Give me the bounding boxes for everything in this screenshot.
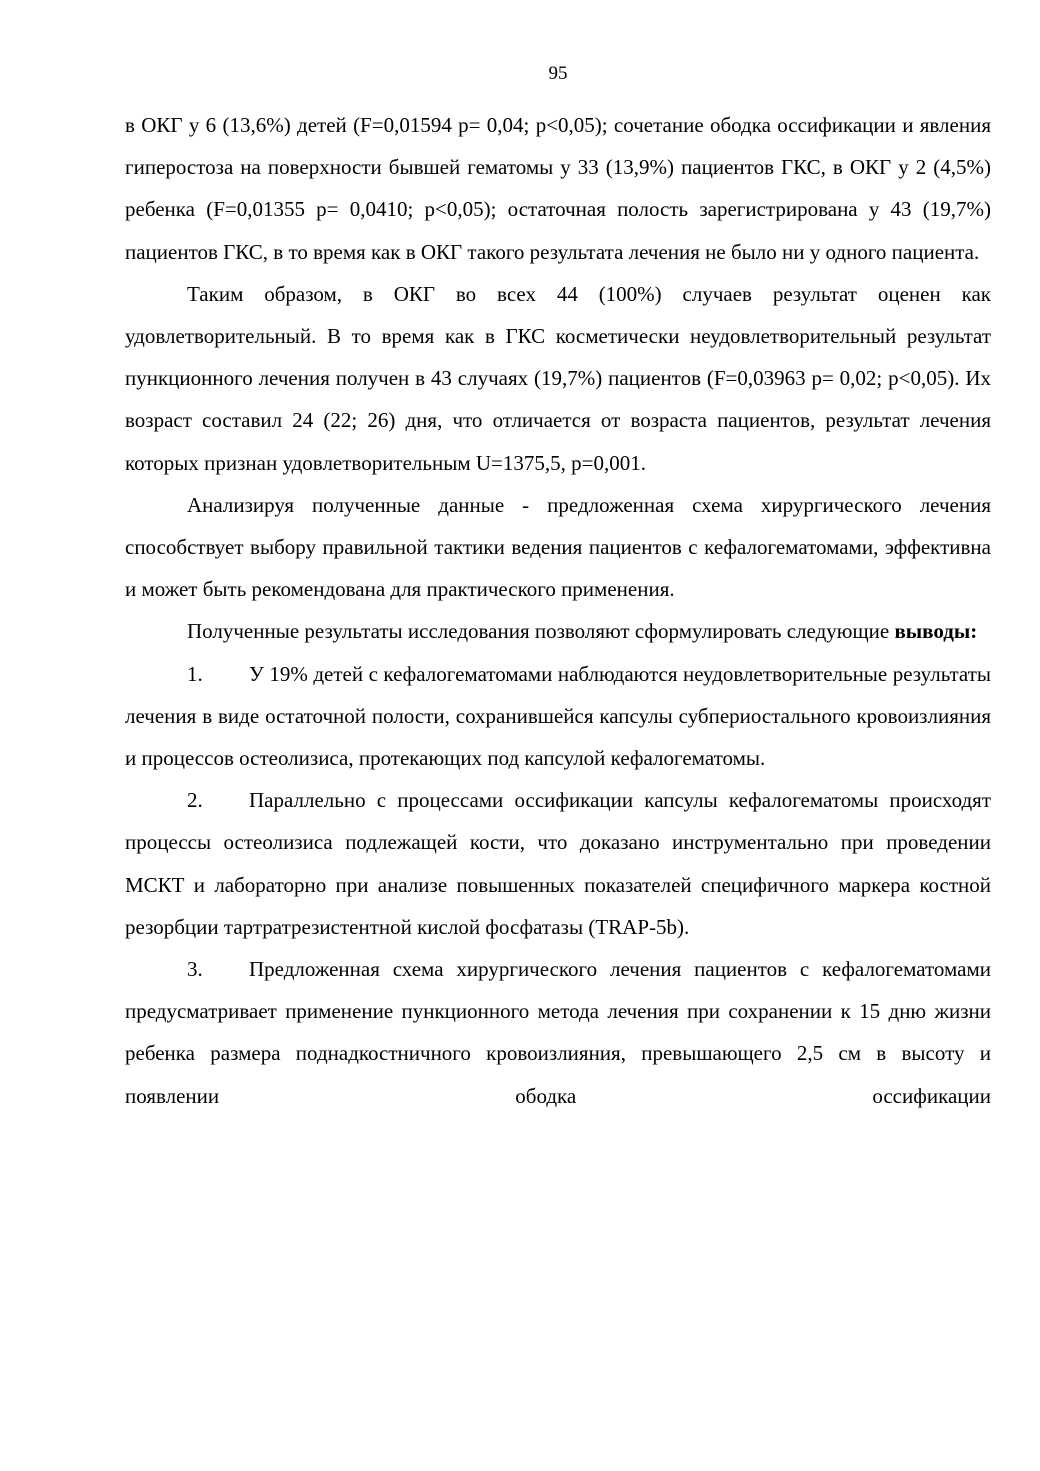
paragraph-summary: Таким образом, в ОКГ во всех 44 (100%) случаев результат оценен как удовлетворительный. В то время как в ГКС косметически неудовлетворительный результат пункционного лечения получен в 43 случаях (19,7%) пациентов (F=0,03963 p= 0,02; p<0,05). Их возраст составил 24 (22; 26) дня, что отличается от возраста пациентов, результат лечения которых признан удовлетворительным U=1375,5, p=0,001. xyxy=(125,281,991,475)
conclusion-number: 2. xyxy=(187,788,203,813)
conclusion-text: У 19% детей с кефалогематомами наблюдаются неудовлетворительные результаты лечения в виде остаточной полости, сохранившейся капсулы субпериостального кровоизлияния и процессов остеолизиса, протекающих под капсулой кефалогематомы. xyxy=(125,661,991,771)
conclusion-item-1 xyxy=(125,653,991,780)
conclusion-item-3 xyxy=(125,948,991,1117)
conclusion-text: Параллельно с процессами оссификации капсулы кефалогематомы происходят процессы остеолизиса подлежащей кости, что доказано инструментально при проведении МСКТ и лабораторно при анализе повышенных показателей специфичного маркера костной резорбции тартратрезистентной кислой фосфатазы (TRAP-5b). xyxy=(125,788,991,939)
page-number: 95 xyxy=(548,63,568,84)
conclusion-item-2 xyxy=(125,779,991,948)
conclusion-number: 3. xyxy=(187,957,203,982)
conclusion-text: Предложенная схема хирургического лечения пациентов с кефалогематомами предусматривает применение пункционного метода лечения при сохранении к 15 дню жизни ребенка размера поднадкостничного кровоизлияния, превышающего 2,5 см в высоту и появлении ободка оссификации xyxy=(125,957,991,1108)
conclusions-heading: выводы: xyxy=(894,619,978,644)
paragraph-conclusions-intro xyxy=(125,610,991,652)
paragraph-analysis: Анализируя полученные данные - предложенная схема хирургического лечения способствует выбору правильной тактики ведения пациентов с кефалогематомами, эффективна и может быть рекомендована для практического применения. xyxy=(125,492,991,602)
conclusion-number: 1. xyxy=(187,661,203,686)
paragraph-results-continued: в ОКГ у 6 (13,6%) детей (F=0,01594 p= 0,04; p<0,05); сочетание ободка оссификации и явления гиперостоза на поверхности бывшей гематомы у 33 (13,9%) пациентов ГКС, в ОКГ у 2 (4,5%) ребенка (F=0,01355 p= 0,0410; p<0,05); остаточная полость зарегистрирована у 43 (19,7%) пациентов ГКС, в то время как в ОКГ такого результата лечения не было ни у одного пациента. xyxy=(125,113,991,264)
conclusions-intro-text: Полученные результаты исследования позволяют сформулировать следующие xyxy=(187,619,895,644)
document-body xyxy=(125,104,991,1117)
